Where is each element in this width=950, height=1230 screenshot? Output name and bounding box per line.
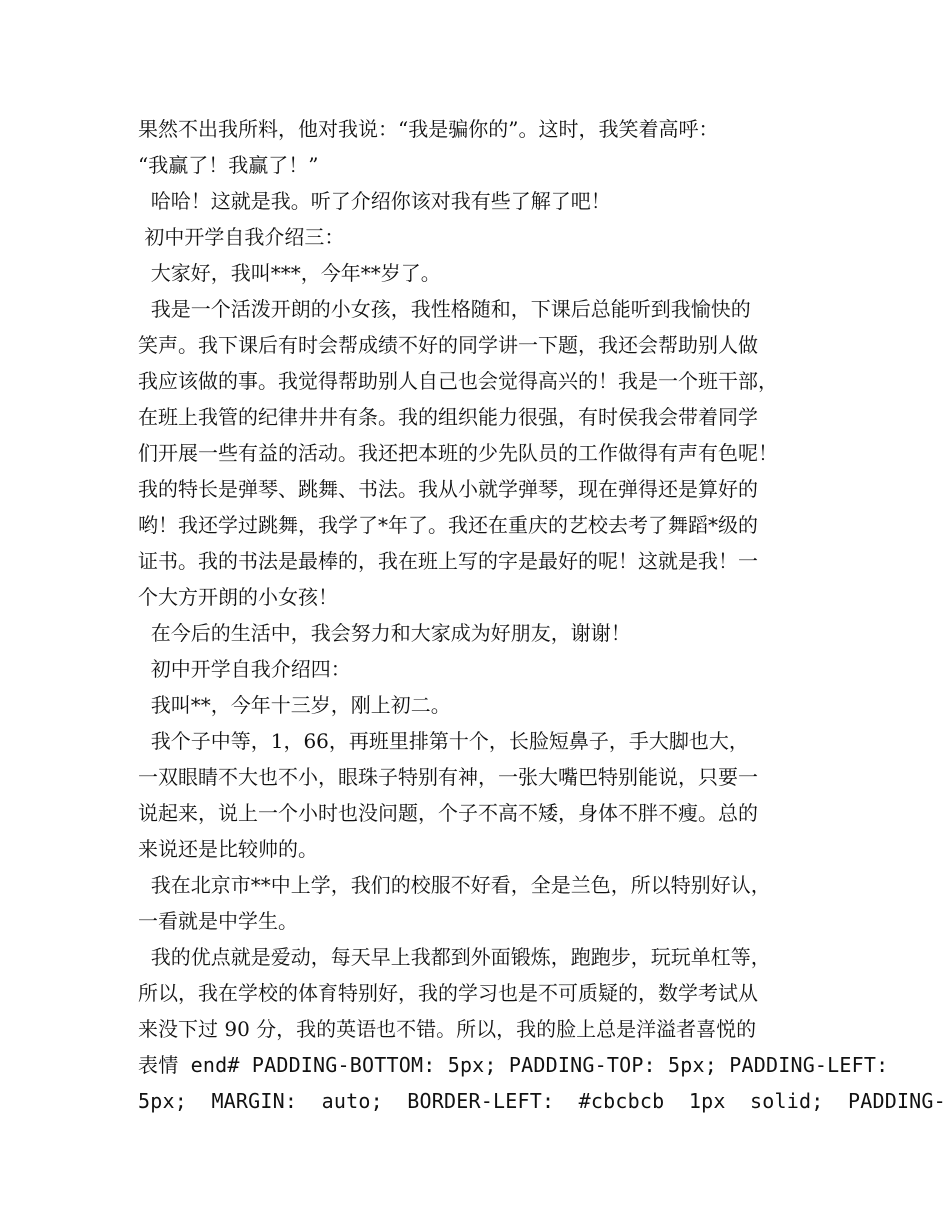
section-heading: 初中开学自我介绍四： (138, 657, 351, 681)
text-line: 我的优点就是爱动，每天早上我都到外面锻炼，跑跑步，玩玩单杠等， (138, 945, 771, 969)
text-line: 来说还是比较帅的。 (138, 837, 318, 861)
text-line: 果然不出我所料，他对我说：“我是骗你的”。这时，我笑着高呼： (138, 117, 719, 141)
text-line: 们开展一些有益的活动。我还把本班的少先队员的工作做得有声有色呢！ (138, 441, 778, 465)
text-line: 大家好，我叫***，今年**岁了。 (138, 261, 441, 285)
text-line: 来没下过 90 分，我的英语也不错。所以，我的脸上总是洋溢者喜悦的 (138, 1017, 757, 1041)
text-line: 在今后的生活中，我会努力和大家成为好朋友，谢谢！ (138, 621, 631, 645)
text-line: 一看就是中学生。 (138, 909, 298, 933)
text-line: 表情 end# PADDING-BOTTOM: 5px; PADDING-TOP: 5px; PADDING-LEFT: (138, 1053, 889, 1077)
text-line: 证书。我的书法是最棒的，我在班上写的字是最好的呢！这就是我！一 (138, 549, 758, 573)
text-line: 我是一个活泼开朗的小女孩，我性格随和，下课后总能听到我愉快的 (138, 297, 751, 321)
section-heading: 初中开学自我介绍三： (138, 225, 345, 249)
text-line: 我的特长是弹琴、跳舞、书法。我从小就学弹琴，现在弹得还是算好的 (138, 477, 758, 501)
text-line: 所以，我在学校的体育特别好，我的学习也是不可质疑的，数学考试从 (138, 981, 758, 1005)
text-line: 哟！我还学过跳舞，我学了*年了。我还在重庆的艺校去考了舞蹈*级的 (138, 513, 758, 537)
text-line: 我在北京市**中上学，我们的校服不好看，全是兰色，所以特别好认， (138, 873, 771, 897)
text-line: “我赢了！我赢了！” (138, 153, 319, 177)
text-line: 笑声。我下课后有时会帮成绩不好的同学讲一下题，我还会帮助别人做 (138, 333, 758, 357)
text-line: 我应该做的事。我觉得帮助别人自己也会觉得高兴的！我是一个班干部， (138, 369, 778, 393)
text-line: 5px; MARGIN: auto; BORDER-LEFT: #cbcbcb 1px solid; PADDING- (138, 1089, 946, 1113)
text-line: 在班上我管的纪律井井有条。我的组织能力很强，有时侯我会带着同学 (138, 405, 758, 429)
text-line: 个大方开朗的小女孩！ (138, 585, 338, 609)
text-line: 说起来，说上一个小时也没问题，个子不高不矮，身体不胖不瘦。总的 (138, 801, 758, 825)
text-line: 我叫**，今年十三岁，刚上初二。 (138, 693, 451, 717)
text-line: 我个子中等，1，66，再班里排第十个，长脸短鼻子，手大脚也大， (138, 729, 749, 753)
text-line: 一双眼睛不大也不小，眼珠子特别有神，一张大嘴巴特别能说，只要一 (138, 765, 758, 789)
text-line: 哈哈！这就是我。听了介绍你该对我有些了解了吧！ (138, 189, 611, 213)
